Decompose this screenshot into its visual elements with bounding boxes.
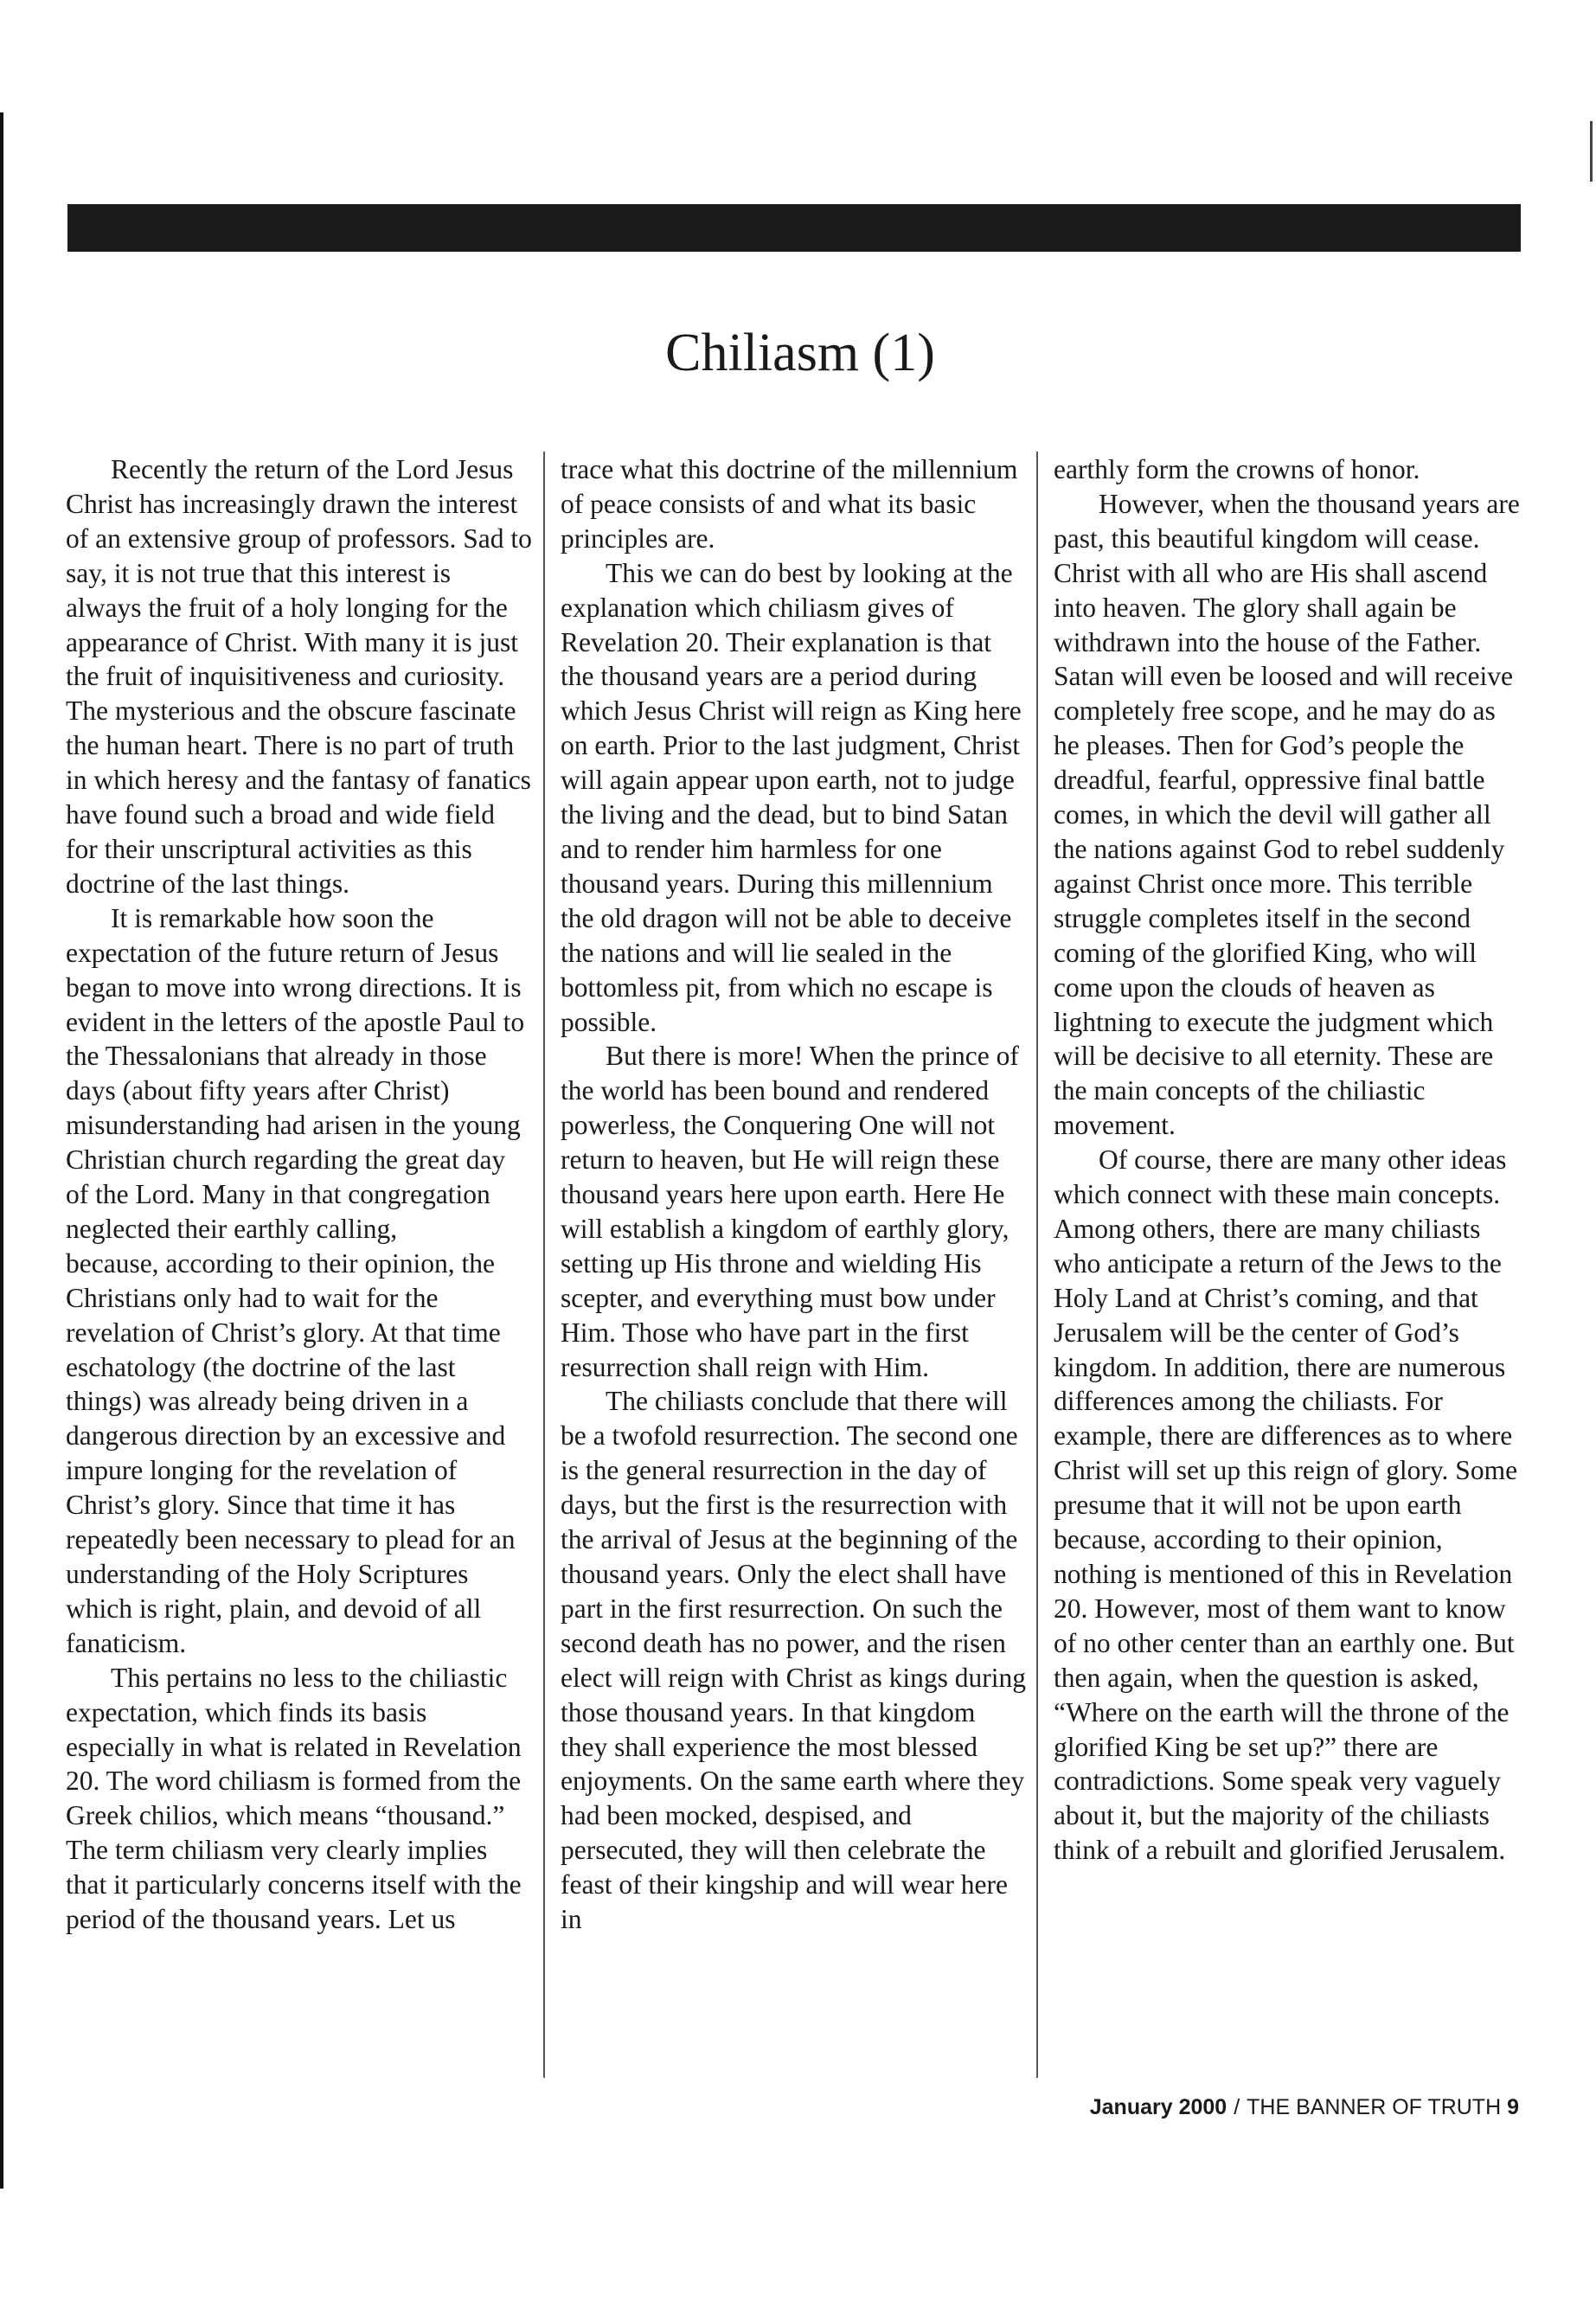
paragraph: Of course, there are many other ideas which connect with these main concepts. Among others, there are many chiliasts who anticipate a return of the Jews to the Holy Land at Christ’s coming, and that Jerusalem will be the center of God’s kingdom. In addition, there are numerous differences among the chiliasts. For example, there are differences as to where Christ will set up this reign of glory. Some presume that it will not be upon earth because, according to their opinion, nothing is mentioned of this in Revelation 20. However, most of them want to know of no other center than an earthly one. But then again, when the question is asked, “Where on the earth will the throne of the glorified King be set up?” there are contradictions. Some speak very vaguely about it, but the majority of the chiliasts think of a rebuilt and glorified Jerusalem. [1054,1144,1518,1866]
footer-separator: / [1234,2095,1240,2119]
paragraph: This pertains no less to the chiliastic expectation, which finds its basis especially in what is related in Revelation 20. The word chiliasm is formed from the Greek chilios, which means “thousand.” The term chiliasm very clearly implies that it particularly concerns itself with the period of the thousand years. Let us [66,1662,522,1935]
paragraph: However, when the thousand years are past, this beautiful kingdom will cease. Christ with all who are His shall ascend into heaven. The glory shall again be withdrawn into the house of the Father. Satan will even be loosed and will receive completely free scope, and he may do as he pleases. Then for God’s people the dreadful, fearful, oppressive final battle comes, in which the devil will gather all the nations against God to rebel suddenly against Christ once more. This terrible struggle completes itself in the second coming of the glorified King, who will come upon the clouds of heaven as lightning to execute the judgment which will be decisive to all eternity. These are the main concepts of the chiliastic movement. [1054,488,1520,1141]
article-title: Chiliasm (1) [665,324,935,382]
header-bar [67,204,1521,252]
column-divider [543,452,545,2078]
paragraph: because, according to their opinion, the Christians only had to wait for the revelation of Christ’s glory. At that time eschatology (the doctrine of the last things) was already being driven in a dangerous direction by an excessive and impure longing for the revelation of Christ’s glory. Since that time it has repeatedly been necessary to plead for an understanding of the Holy Scriptures which is right, plain, and devoid of all fanaticism. [66,1247,516,1658]
page-footer [1003,2092,1519,2123]
paragraph: It is remarkable how soon the expectation of the future return of Jesus began to move into wrong directions. It is evident in the letters of the apostle Paul to the Thessalonians that already in those days (about fifty years after Christ) misunderstanding had arisen in the young Christian church regarding the great day of the Lord. Many in that congregation neglected their earthly calling, [66,902,525,1244]
column-1 [66,452,533,2079]
paragraph: But there is more! When the prince of the world has been bound and rendered powerless, the Conquering One will not return to heaven, but He will reign these thousand years here upon earth. Here He will establish a kingdom of earthly glory, setting up His throne and wielding His scepter, and everything must bow under Him. Those who have part in the first resurrection shall reign with Him. [561,1041,1019,1382]
footer-publication: THE BANNER OF TRUTH [1247,2095,1502,2119]
paragraph: This we can do best by looking at the explanation which chiliasm gives of Revelation 20. Their explanation is that the thousand years are a period during which Jesus Christ will reign as King here on earth. Prior to the last judgment, Christ will again appear upon earth, not to judge the living and the dead, but to bind Satan and to render him harmless for one thousand years. During this millennium the old dragon will not be able to deceive the nations and will lie sealed in the bottomless pit, from which no escape is possible. [561,557,1022,1037]
scan-edge-left [0,112,3,2189]
footer-date: January 2000 [1089,2095,1227,2119]
scan-edge-right [1590,121,1593,182]
column-2 [561,452,1028,2079]
paragraph: Recently the return of the Lord Jesus Christ has increasingly drawn the interest of an extensive group of professors. Sad to say, it is not true that this interest is always the fruit of a holy longing for the appearance of Christ. With many it is just the fruit of inquisitiveness and curiosity. The mysterious and the obscure fascinate the human heart. There is no part of truth in which heresy and the fantasy of fanatics have found such a broad and wide field for their unscriptural activities as this doctrine of the last things. [66,454,532,899]
paragraph: earthly form the crowns of honor. [1054,454,1420,484]
paragraph: The chiliasts conclude that there will be a twofold resurrection. The second one is the general resurrection in the day of days, but the first is the resurrection with the arrival of Jesus at the beginning of the thousand years. Only the elect shall have part in the first resurrection. On such the second death has no power, and the risen elect will reign with Christ as kings during those thousand years. In that kingdom they shall experience the most blessed enjoyments. On the same earth where they had been mocked, despised, and persecuted, they will then celebrate the feast of their kingship and will wear here in [561,1386,1027,1935]
column-3 [1054,452,1521,2079]
footer-page-number: 9 [1507,2095,1519,2119]
paragraph: trace what this doctrine of the millennium of peace consists of and what its basic principles are. [561,454,1018,554]
column-divider [1036,452,1038,2078]
